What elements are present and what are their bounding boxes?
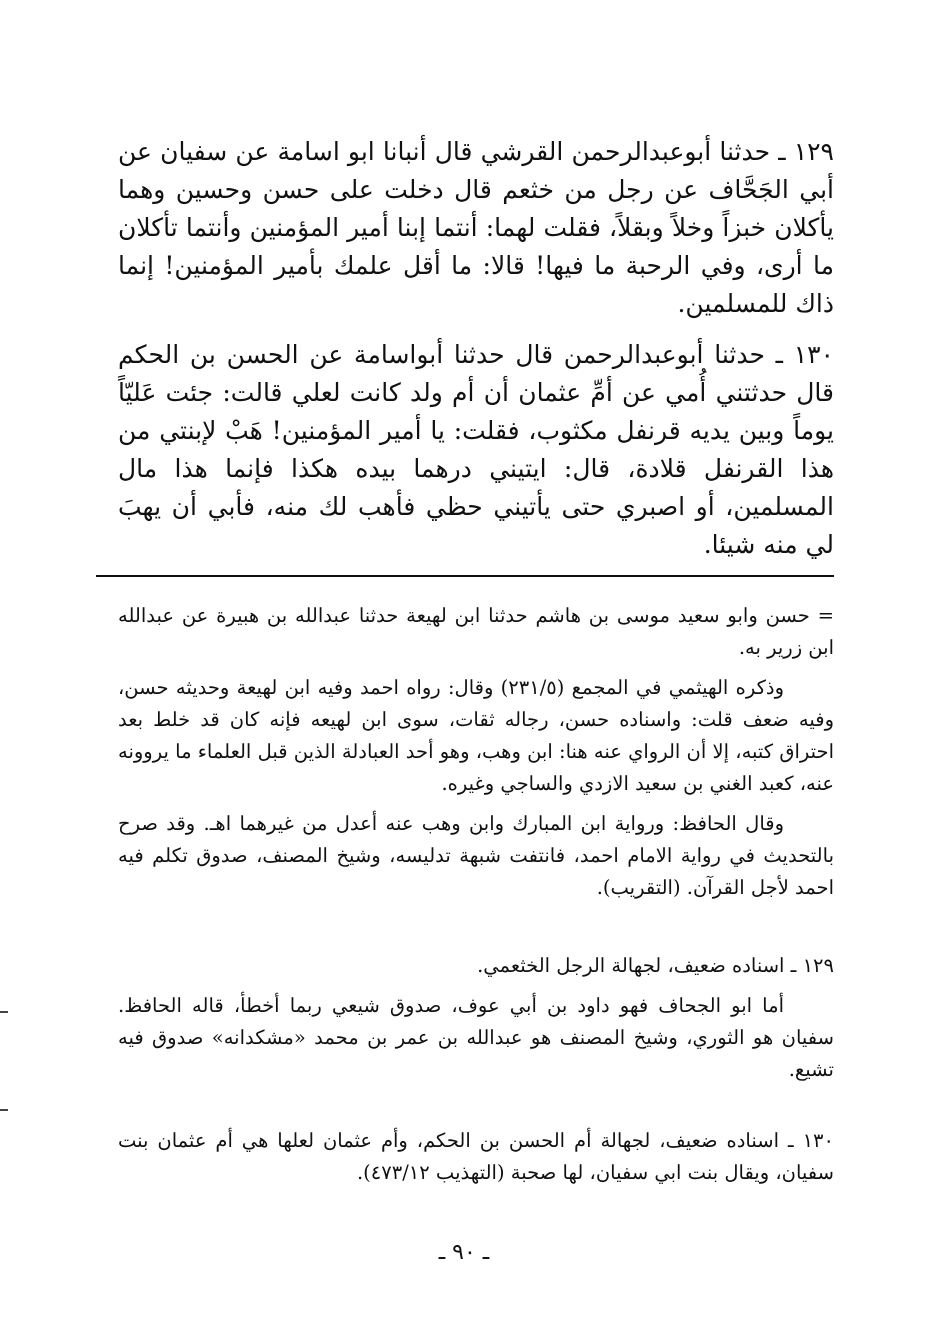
footnote-129-heading: ١٢٩ ـ اسناده ضعيف، لجهالة الرجل الخثعمي.: [477, 954, 834, 977]
page-number: ـ ٩٠ ـ: [438, 1240, 490, 1265]
footnote-130: [118, 1125, 834, 1197]
margin-mark: [0, 1109, 8, 1111]
footnote-continuation: [118, 600, 834, 912]
footnote-130-text: ١٣٠ ـ اسناده ضعيف، لجهالة أم الحسن بن الحكم، وأم عثمان لعلها هي أم عثمان بنت سفيان، ويقال بنت ابي سفيان، لها صحبة (التهذيب ٤٧٣/١٢).: [118, 1129, 834, 1184]
hadith-129-paragraph: [118, 133, 834, 323]
footnote-129-body: أما ابو الجحاف فهو داود بن أبي عوف، صدوق شيعي ربما أخطأ، قاله الحافظ. سفيان هو الثوري، وشيخ المصنف هو عبدالله بن عمر بن محمد «مشكدانه» صدوق فيه تشيع.: [118, 994, 834, 1081]
hadith-129-text: ١٢٩ ـ حدثنا أبوعبدالرحمن القرشي قال أنبانا ابو اسامة عن سفيان عن أبي الجَحَّاف عن رجل من خثعم قال دخلت على حسن وحسين وهما يأكلان خبزاً وخلاً وبقلاً، فقلت لهما: أنتما إبنا أمير المؤمنين وأنتما تأكلان ما أرى، وفي الرحبة ما فيها! قالا: ما أقل علمك بأمير المؤمنين! إنما ذاك للمسلمين.: [118, 137, 834, 318]
hadith-130-paragraph: [118, 336, 834, 564]
footnote-separator: [96, 575, 834, 577]
footnote-129: [118, 950, 834, 1094]
footnote-hafiz-paragraph: وقال الحافظ: ورواية ابن المبارك وابن وهب عنه أعدل من غيرهما اهـ. وقد صرح بالتحديث في رواية الامام احمد، فانتفت شبهة تدليسه، وشيخ المصنف، صدوق تكلم فيه احمد لأجل القرآن. (التقريب).: [118, 812, 834, 899]
hadith-130-text: ١٣٠ ـ حدثنا أبوعبدالرحمن قال حدثنا أبواسامة عن الحسن بن الحكم قال حدثتني أُمي عن أمِّ عثمان أن أم ولد كانت لعلي قالت: جئت عَليّاً يوماً وبين يديه قرنفل مكثوب، فقلت: يا أمير المؤمنين! هَبْ لإبنتي من هذا القرنفل قلادة، قال: ايتيني درهما بيده هكذا فإنما هذا مال المسلمين، أو اصبري حتى يأتيني حظي فأهب لك منه، فأبي أن يهبَ لي منه شيئا.: [118, 340, 834, 559]
footnote-haythami-paragraph: وذكره الهيثمي في المجمع (٢٣١/٥) وقال: رواه احمد وفيه ابن لهيعة وحديثه حسن، وفيه ضعف قلت: واسناده حسن، رجاله ثقات، سوى ابن لهيعه فإنه كان قد خلط بعد احتراق كتبه، إلا أن الرواي عنه هنا: ابن وهب، وهو أحد العبادلة الذين قبل العلماء ما يروونه عنه، كعبد الغني بن سعيد الازدي والساجي وغيره.: [118, 676, 834, 795]
footnote-continuation-line: = حسن وابو سعيد موسى بن هاشم حدثنا ابن لهيعة حدثنا عبدالله بن هبيرة عن عبدالله ابن زرير به.: [118, 604, 834, 659]
margin-mark: [0, 1011, 8, 1013]
